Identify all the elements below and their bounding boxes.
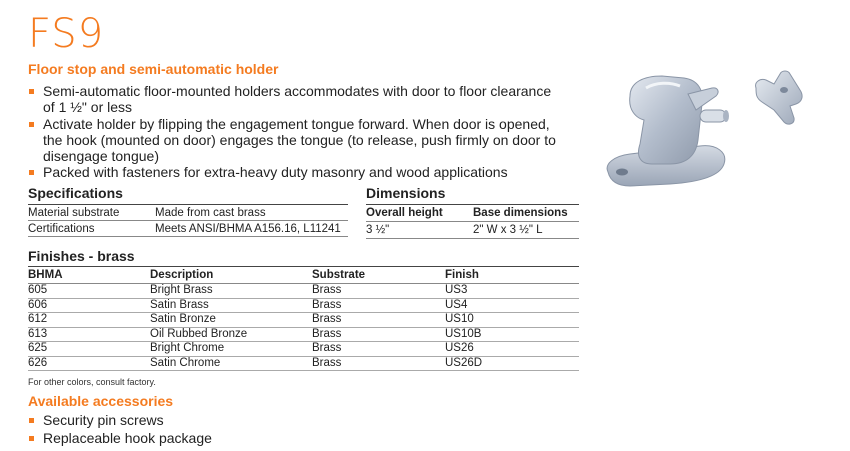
accessories-heading: Available accessories	[28, 393, 174, 409]
spec-label: Certifications	[28, 221, 155, 237]
finishes-note: For other colors, consult factory.	[28, 377, 156, 387]
specifications-heading: Specifications	[28, 185, 123, 201]
specifications-table	[28, 204, 348, 237]
floor-stop-product-image	[600, 60, 740, 190]
product-subtitle: Floor stop and semi-automatic holder	[28, 61, 279, 77]
table-row	[366, 222, 579, 239]
table-row	[28, 284, 579, 299]
table-row	[28, 205, 348, 221]
table-cell: Brass	[312, 342, 445, 357]
column-header: Base dimensions	[473, 205, 579, 222]
table-cell: Brass	[312, 298, 445, 313]
column-header: Description	[150, 267, 312, 284]
table-row	[28, 298, 579, 313]
table-cell: 625	[28, 342, 150, 357]
table-cell: US3	[445, 284, 579, 299]
column-header: Overall height	[366, 205, 473, 222]
table-row	[28, 356, 579, 371]
dimensions-table	[366, 204, 579, 239]
table-cell: Brass	[312, 327, 445, 342]
table-cell: Satin Brass	[150, 298, 312, 313]
table-cell: Brass	[312, 284, 445, 299]
table-row	[28, 327, 579, 342]
table-cell: Oil Rubbed Bronze	[150, 327, 312, 342]
table-header-row	[28, 267, 579, 284]
list-item: Activate holder by flipping the engagement tongue forward. When door is opened, the hook (mounted on door) engages the tongue (to release, push firmly on door to disengage tongue)	[28, 116, 558, 165]
table-cell: US26	[445, 342, 579, 357]
table-cell: US26D	[445, 356, 579, 371]
table-cell: 3 ½"	[366, 222, 473, 239]
table-cell: Satin Chrome	[150, 356, 312, 371]
feature-list	[28, 83, 558, 181]
finishes-table	[28, 266, 579, 371]
table-cell: US10B	[445, 327, 579, 342]
table-header-row	[366, 205, 579, 222]
table-cell: Bright Brass	[150, 284, 312, 299]
table-cell: 613	[28, 327, 150, 342]
spec-value: Meets ANSI/BHMA A156.16, L11241	[155, 221, 348, 237]
dimensions-heading: Dimensions	[366, 185, 446, 201]
list-item: Security pin screws	[28, 411, 212, 429]
table-cell: 605	[28, 284, 150, 299]
table-cell: US4	[445, 298, 579, 313]
accessories-list	[28, 411, 212, 447]
finishes-heading: Finishes - brass	[28, 248, 135, 264]
column-header: Finish	[445, 267, 579, 284]
table-row	[28, 221, 348, 237]
table-cell: 2" W x 3 ½" L	[473, 222, 579, 239]
table-cell: US10	[445, 313, 579, 328]
table-cell: Brass	[312, 356, 445, 371]
table-cell: 626	[28, 356, 150, 371]
spec-label: Material substrate	[28, 205, 155, 221]
list-item: Packed with fasteners for extra-heavy duty masonry and wood applications	[28, 164, 558, 180]
list-item: Replaceable hook package	[28, 429, 212, 447]
table-cell: Satin Bronze	[150, 313, 312, 328]
table-cell: Bright Chrome	[150, 342, 312, 357]
door-hook-product-image	[750, 68, 810, 128]
table-row	[28, 313, 579, 328]
spec-value: Made from cast brass	[155, 205, 348, 221]
column-header: Substrate	[312, 267, 445, 284]
page-title: FS9	[28, 11, 105, 57]
table-row	[28, 342, 579, 357]
table-cell: Brass	[312, 313, 445, 328]
table-cell: 606	[28, 298, 150, 313]
column-header: BHMA	[28, 267, 150, 284]
list-item: Semi-automatic floor-mounted holders accommodates with door to floor clearance of 1 ½" or less	[28, 83, 558, 116]
table-cell: 612	[28, 313, 150, 328]
